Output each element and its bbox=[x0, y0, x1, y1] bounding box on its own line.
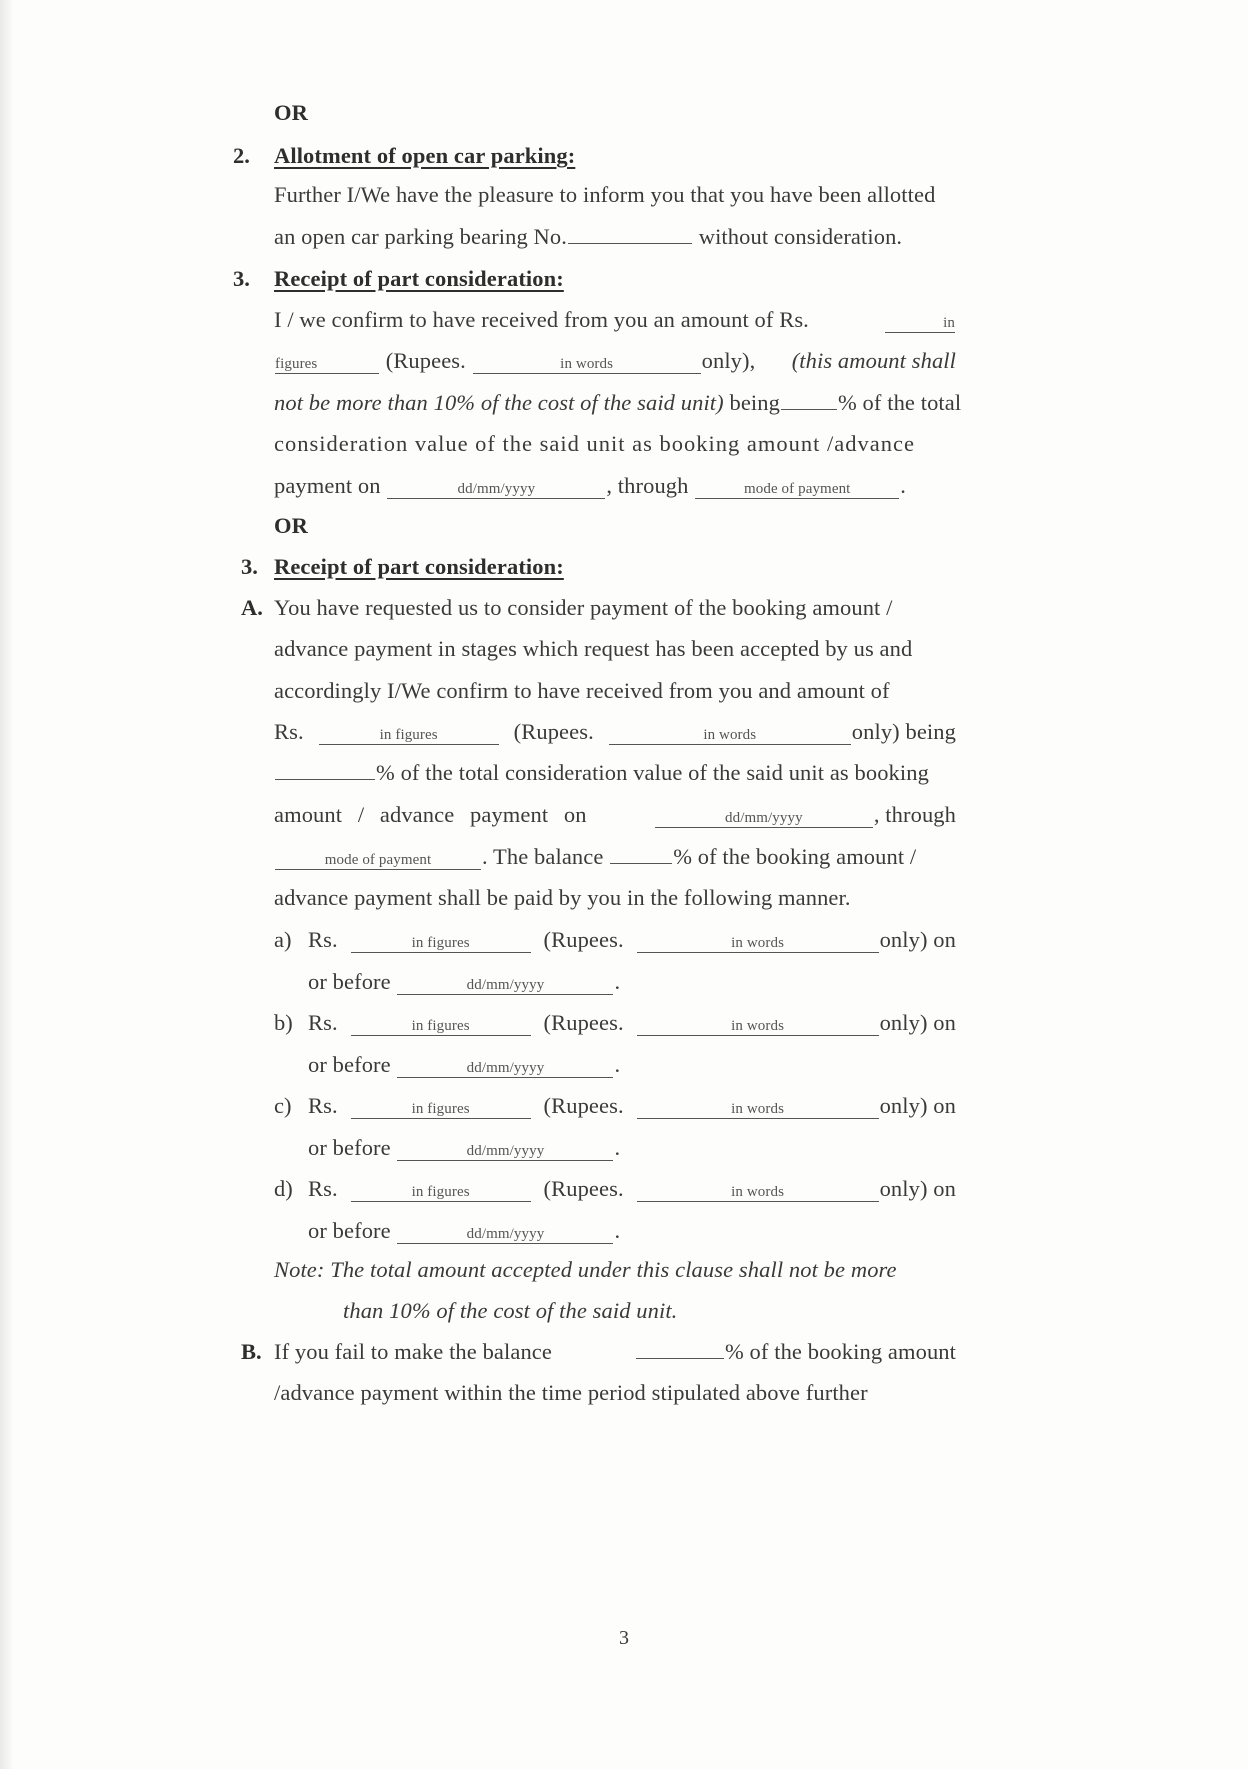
installment-date-row bbox=[308, 1133, 620, 1163]
text: (Rupees. bbox=[543, 927, 624, 952]
text: or before bbox=[308, 1218, 391, 1243]
text: . bbox=[614, 1218, 621, 1243]
installment-row bbox=[308, 1091, 956, 1121]
date-field[interactable]: dd/mm/yyyy bbox=[397, 1059, 613, 1078]
parking-number-field[interactable] bbox=[568, 225, 692, 244]
text: (Rupees. bbox=[543, 1010, 624, 1035]
payment-mode-field[interactable]: mode of payment bbox=[695, 480, 899, 499]
text: (Rupees. bbox=[385, 348, 466, 373]
or-label: OR bbox=[274, 513, 308, 538]
clause-b-label: B. bbox=[241, 1339, 262, 1364]
balance-percent-field[interactable] bbox=[610, 845, 672, 864]
text: only) on bbox=[879, 927, 956, 952]
amount-words-field[interactable]: in words bbox=[473, 355, 701, 374]
section-3-number: 3. bbox=[233, 266, 250, 291]
date-field[interactable]: dd/mm/yyyy bbox=[397, 976, 613, 995]
amount-words-field[interactable]: in words bbox=[637, 1017, 879, 1036]
section-3-line-2 bbox=[274, 346, 956, 376]
text: Note: The total amount accepted under this clause shall not be more bbox=[274, 1257, 897, 1282]
installment-label: b) bbox=[274, 1010, 293, 1035]
amount-figures-field[interactable]: in bbox=[885, 314, 955, 333]
installment-label: c) bbox=[274, 1093, 292, 1118]
text: % of the total consideration value of the said unit as booking bbox=[376, 760, 929, 785]
amount-figures-field-cont[interactable]: figures bbox=[275, 355, 379, 374]
text: . bbox=[900, 473, 906, 498]
section-2-line-1 bbox=[274, 180, 1000, 210]
installment-label: a) bbox=[274, 927, 292, 952]
clause-a-line-2 bbox=[274, 634, 956, 664]
clause-a-line-3 bbox=[274, 676, 956, 706]
clause-a-line-4 bbox=[274, 717, 956, 747]
section-3-line-1 bbox=[274, 305, 956, 335]
amount-figures-field[interactable]: in figures bbox=[351, 1183, 531, 1202]
installment-label: d) bbox=[274, 1176, 293, 1201]
note-line-2: than 10% of the cost of the said unit. bbox=[343, 1298, 678, 1323]
amount-words-field[interactable]: in words bbox=[637, 1100, 879, 1119]
scan-shadow bbox=[0, 0, 14, 1769]
amount-words-field[interactable]: in words bbox=[637, 934, 879, 953]
text: Rs. bbox=[308, 1176, 338, 1201]
text: advance payment shall be paid by you in the following manner. bbox=[274, 885, 851, 910]
text: (Rupees. bbox=[543, 1093, 624, 1118]
installment-row bbox=[308, 925, 956, 955]
text: being bbox=[729, 390, 780, 415]
italic-text: (this amount shall bbox=[791, 348, 956, 373]
section-3-line-3 bbox=[274, 388, 962, 418]
balance-percent-field[interactable] bbox=[636, 1340, 724, 1359]
clause-a-line-5 bbox=[274, 758, 956, 788]
clause-a-label: A. bbox=[241, 595, 263, 620]
text: only) on bbox=[879, 1093, 956, 1118]
text: an open car parking bearing No. bbox=[274, 224, 567, 249]
percent-field[interactable] bbox=[781, 391, 837, 410]
text: . bbox=[614, 1052, 621, 1077]
clause-b-line-1 bbox=[274, 1337, 956, 1367]
text: accordingly I/We confirm to have received from you and amount of bbox=[274, 678, 890, 703]
text: payment on bbox=[274, 473, 381, 498]
section-2-line-2 bbox=[274, 222, 902, 252]
text: Rs. bbox=[274, 719, 304, 744]
section-2-heading: Allotment of open car parking: bbox=[274, 143, 576, 168]
clause-a-line-6 bbox=[274, 800, 956, 830]
text: amount / advance payment on bbox=[274, 802, 587, 827]
text: . The balance bbox=[482, 844, 604, 869]
installment-row bbox=[308, 1174, 956, 1204]
installment-date-row bbox=[308, 1050, 620, 1080]
section-3-line-4 bbox=[274, 429, 956, 459]
amount-words-field[interactable]: in words bbox=[637, 1183, 879, 1202]
amount-figures-field[interactable]: in figures bbox=[351, 1100, 531, 1119]
text: , through bbox=[873, 802, 956, 827]
note-line-1 bbox=[274, 1255, 956, 1285]
text: Rs. bbox=[308, 927, 338, 952]
clause-b-line-2 bbox=[274, 1378, 956, 1408]
section-3-heading: Receipt of part consideration: bbox=[274, 266, 564, 291]
page-number: 3 bbox=[619, 1627, 629, 1649]
text: /advance payment within the time period stipulated above further bbox=[274, 1380, 868, 1405]
clause-a-line-1 bbox=[274, 593, 956, 623]
text: only) being bbox=[851, 719, 956, 744]
text: or before bbox=[308, 969, 391, 994]
amount-words-field[interactable]: in words bbox=[609, 726, 851, 745]
text: % of the booking amount bbox=[724, 1339, 956, 1364]
text: only), bbox=[701, 348, 756, 373]
date-field[interactable]: dd/mm/yyyy bbox=[655, 809, 873, 828]
text: % of the booking amount / bbox=[673, 844, 917, 869]
text: consideration value of the said unit as booking amount /advance bbox=[274, 431, 915, 456]
text: I / we confirm to have received from you an amount of Rs. bbox=[274, 307, 809, 332]
date-field[interactable]: dd/mm/yyyy bbox=[397, 1142, 613, 1161]
installment-date-row bbox=[308, 967, 620, 997]
text: . bbox=[614, 969, 621, 994]
italic-text: not be more than 10% of the cost of the said unit) bbox=[274, 390, 724, 415]
section-3b-heading: Receipt of part consideration: bbox=[274, 554, 564, 579]
section-3-line-5 bbox=[274, 471, 906, 501]
text: Rs. bbox=[308, 1010, 338, 1035]
text: Rs. bbox=[308, 1093, 338, 1118]
date-field[interactable]: dd/mm/yyyy bbox=[387, 480, 605, 499]
text: . bbox=[614, 1135, 621, 1160]
installment-row bbox=[308, 1008, 956, 1038]
text: If you fail to make the balance bbox=[274, 1339, 552, 1364]
amount-figures-field[interactable]: in figures bbox=[351, 1017, 531, 1036]
payment-mode-field[interactable]: mode of payment bbox=[275, 851, 481, 870]
amount-figures-field[interactable]: in figures bbox=[351, 934, 531, 953]
clause-a-line-7 bbox=[274, 842, 916, 872]
text: (Rupees. bbox=[543, 1176, 624, 1201]
section-3b-number: 3. bbox=[241, 554, 258, 579]
amount-figures-field[interactable]: in figures bbox=[319, 726, 499, 745]
text: % of the total bbox=[837, 390, 962, 415]
text: only) on bbox=[879, 1010, 956, 1035]
or-label: OR bbox=[274, 100, 308, 125]
text: , through bbox=[606, 473, 689, 498]
text: (Rupees. bbox=[513, 719, 594, 744]
text: advance payment in stages which request has been accepted by us and bbox=[274, 636, 913, 661]
installment-date-row bbox=[308, 1216, 620, 1246]
text: only) on bbox=[879, 1176, 956, 1201]
date-field[interactable]: dd/mm/yyyy bbox=[397, 1225, 613, 1244]
section-2-number: 2. bbox=[233, 143, 250, 168]
percent-field[interactable] bbox=[275, 761, 375, 780]
text: You have requested us to consider payment of the booking amount / bbox=[274, 595, 893, 620]
text: Further I/We have the pleasure to inform you that you have been allotted bbox=[274, 182, 936, 207]
text: or before bbox=[308, 1052, 391, 1077]
text: without consideration. bbox=[698, 224, 903, 249]
clause-a-line-8 bbox=[274, 883, 851, 913]
text: or before bbox=[308, 1135, 391, 1160]
